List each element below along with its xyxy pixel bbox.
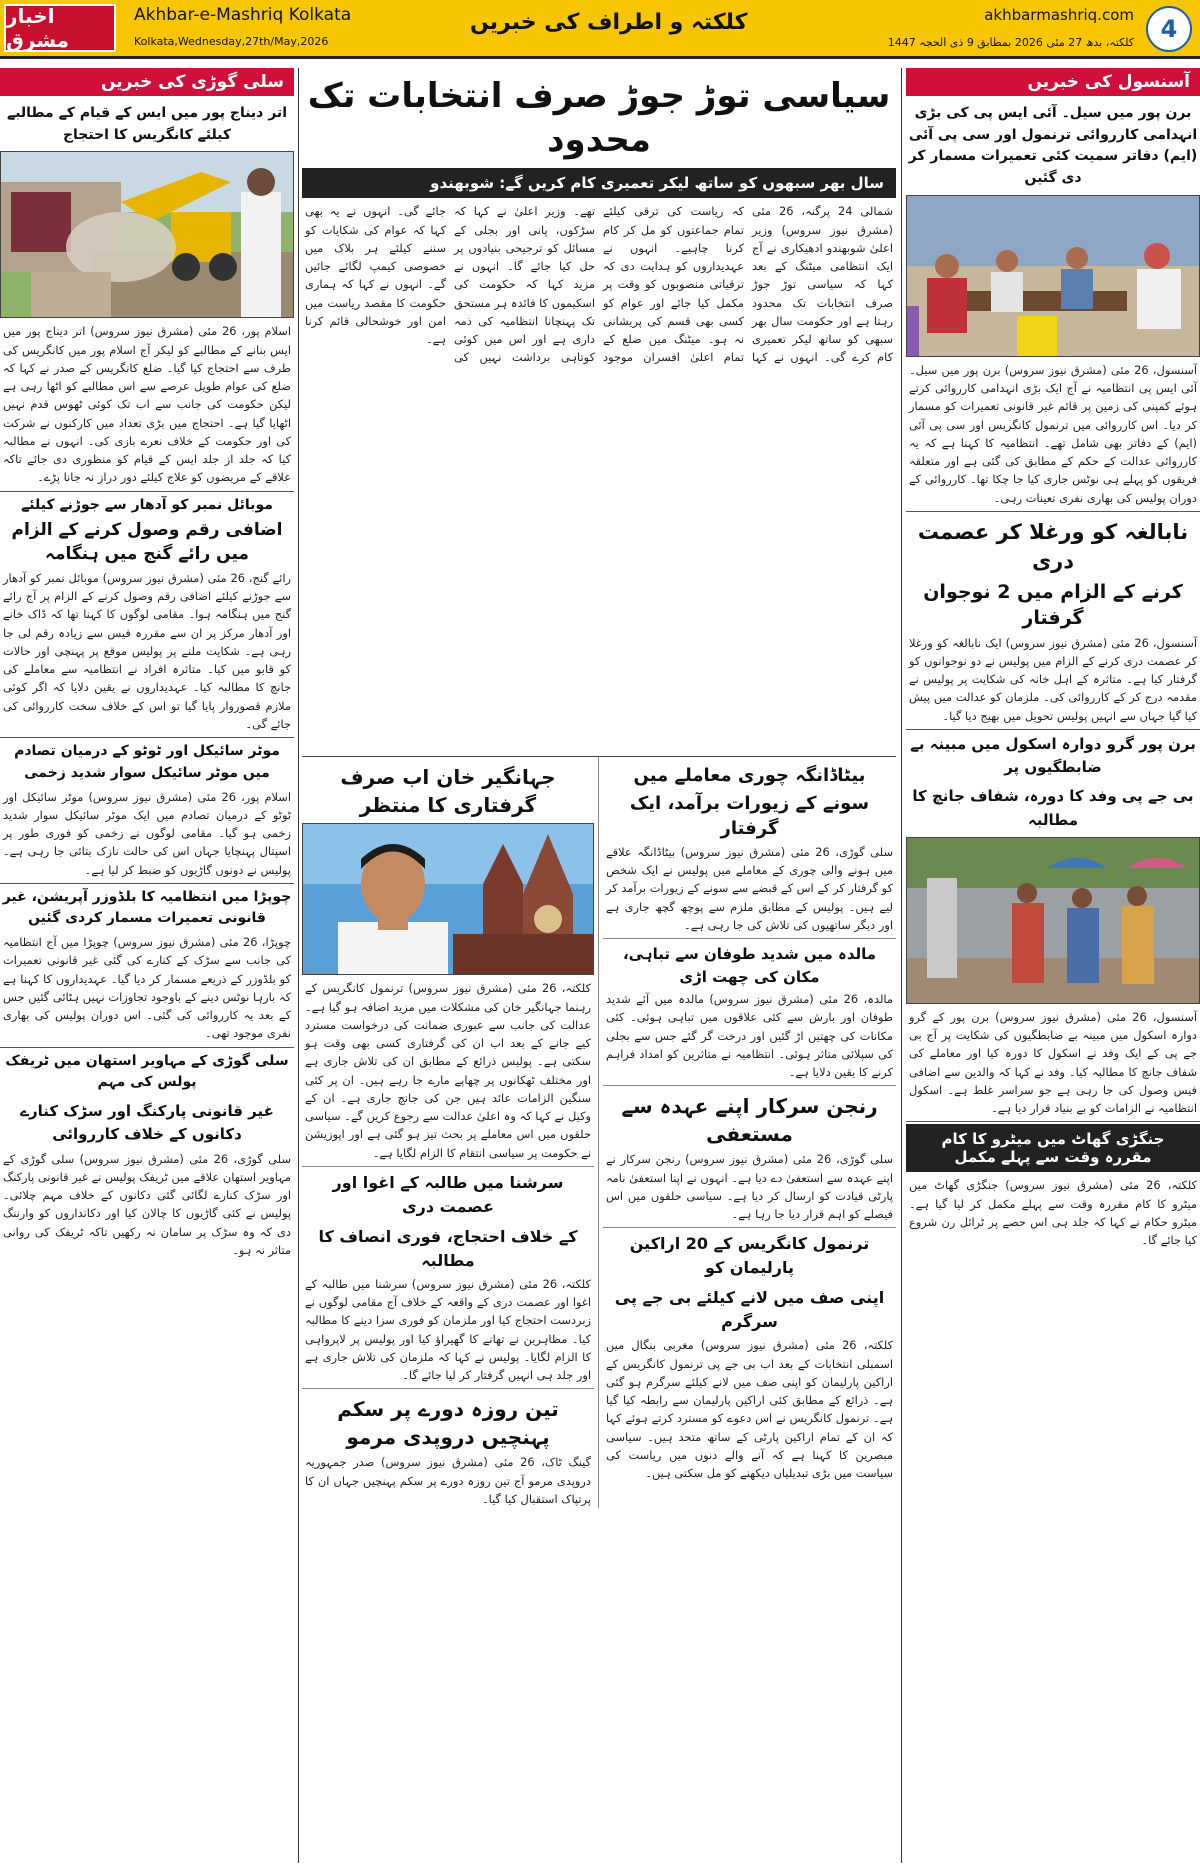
page-tagline: کلکتہ و اطراف کی خبریں <box>470 10 748 35</box>
story-headline: کرنے کے الزام میں 2 نوجوان گرفتار <box>923 580 1183 630</box>
hijri-date: کلکتہ، بدھ 27 مئی 2026 بمطابق 9 ذی الحجہ 1447 <box>887 36 1134 49</box>
main-headline: سیاسی توڑ جوڑ صرف انتخابات تک محدود <box>307 76 891 161</box>
english-date: Kolkata,Wednesday,27th/May,2026 <box>134 35 329 48</box>
story-headline: چوپڑا میں انتظامیہ کا بلڈوزر آپریشن، غیر قانونی تعمیرات مسمار کردی گئیں <box>2 888 292 927</box>
column-divider <box>901 68 902 1863</box>
story-body: کلکتہ، 26 مئی (مشرق نیوز سروس) سرشنا میں طالبہ کے اغوا اور عصمت دری کے واقعہ کے خلاف آج مقامی لوگوں نے زبردست احتجاج کیا اور ملزمان کو فوری سزا دینے کا مطالبہ کیا۔ مظاہرین نے تھانے کا گھیراؤ کیا اور پولیس پر لاپرواہی کا الزام لگایا۔ پولیس نے کہا کہ ملزمان کی تلاش جاری ہے اور جلد ہی انہیں گرفتار کر لیا جائے گا۔ <box>305 1276 591 1383</box>
right-column <box>906 68 1200 1863</box>
portrait-image <box>303 824 594 974</box>
story-headline: بیٹاڈانگہ چوری معاملے میں <box>633 765 866 787</box>
story-headline: بی جے پی وفد کا دورہ، شفاف جانچ کا مطالبہ <box>912 787 1194 829</box>
story-body: سلی گوڑی، 26 مئی (مشرق نیوز سروس) بیٹاڈانگہ علاقے میں ہونے والی چوری کے معاملے میں پولیس نے ایک شخص کو گرفتار کر کے اس کے قبضے سے سونے کے زیورات برآمد کر لیے ہیں۔ پولیس کے مطابق ملزم سے پوچھ گچھ جاری ہے اور دیگر ساتھیوں کی تلاش کی جا رہی ہے۔ <box>606 844 893 932</box>
story-headline: اتر دیناج پور میں ایس کے قیام کے مطالبے کیلئے کانگریس کا احتجاج <box>6 105 287 143</box>
story-headline: سلی گوڑی کے مہاویر استھان میں ٹریفک پولس کی مہم <box>5 1052 289 1091</box>
story-headline: موٹر سائیکل اور ٹوٹو کے درمیان تصادم میں موٹر سائیکل سوار شدید زخمی <box>14 743 280 781</box>
story-headline: موبائل نمبر کو آدھار سے جوڑنے کیلئے <box>21 496 273 513</box>
meeting-image <box>907 196 1200 356</box>
story-body: کلکتہ، 26 مئی (مشرق نیوز سروس) جنگڑی گھاٹ میں میٹرو کا کام مقررہ وقت سے پہلے مکمل کر لیا گیا ہے۔ میٹرو حکام نے کہا کہ جلد ہی اس حصے پر ٹرائل رن شروع کیا جائے گا۔ <box>909 1178 1197 1248</box>
story-headline: غیر قانونی پارکنگ اور سڑک کنارے دکانوں کے خلاف کارروائی <box>20 1102 274 1144</box>
left-column <box>0 68 294 1863</box>
story-headline: ترنمول کانگریس کے 20 اراکین پارلیمان کو <box>603 1227 896 1282</box>
english-name: Akhbar-e-Mashriq Kolkata <box>134 5 352 25</box>
story-headline: رنجن سرکار اپنے عہدہ سے مستعفی <box>603 1085 896 1150</box>
section-title-siliguri: سلی گوڑی کی خبریں <box>0 68 294 96</box>
meeting-photo <box>906 195 1200 357</box>
story-body: سلی گوڑی، 26 مئی (مشرق نیوز سروس) رنجن سرکار نے اپنے عہدہ سے استعفیٰ دے دیا ہے۔ انہوں نے اپنا استعفیٰ نامہ پارٹی قیادت کو ارسال کر دیا ہے۔ سیاسی حلقوں میں اس فیصلے کو اہم قرار دیا جا رہا ہے۔ <box>606 1152 893 1222</box>
story-headline: برن پور گرو دوارہ اسکول میں مبینہ بے ضابطگیوں پر <box>910 734 1196 777</box>
story-body: کلکتہ، 26 مئی (مشرق نیوز سروس) ترنمول کانگریس کے رہنما جہانگیر خان کی مشکلات میں مزید اضافہ ہو گیا ہے۔ عدالت کی جانب سے عبوری ضمانت کی درخواست مسترد کیے جانے کے بعد اب ان کی گرفتاری کسی بھی وقت ہو سکتی ہے۔ پولیس ذرائع کے مطابق ان کی تلاش جاری ہے اور مختلف ٹھکانوں پر چھاپے مارے جا رہے ہیں۔ ان پر کئی سنگین الزامات عائد ہیں جن کی جانچ جاری ہے۔ ان کے وکیل نے کہا کہ وہ اعلیٰ عدالت سے رجوع کریں گے۔ سیاسی حلقوں میں اس معاملے پر بحث تیز ہو گئی ہے اور اپوزیشن نے حکومت پر سیاسی انتقام کا الزام لگایا ہے۔ <box>305 981 591 1160</box>
story-headline: تین روزہ دورے پر سکم پہنچیں دروپدی مرمو <box>302 1388 594 1453</box>
story-headline: جہانگیر خان اب صرف گرفتاری کا منتظر <box>340 765 556 818</box>
story-body: چوپڑا، 26 مئی (مشرق نیوز سروس) چوپڑا میں آج انتظامیہ کی جانب سے سڑک کے کنارے کی گئی غیر قانونی تعمیرات کو بلڈوزر کے ذریعے مسمار کر دیا گیا۔ عہدیداروں کا کہنا ہے کہ بارہا نوٹس دینے کے باوجود تجاوزات نہیں ہٹائی گئیں جس کے بعد یہ کارروائی کی گئی۔ اس دوران پولیس کی بھاری نفری موجود تھی۔ <box>3 935 292 1041</box>
masthead <box>0 0 1200 59</box>
main-story-body: شمالی 24 پرگنہ، 26 مئی (مشرق نیوز سروس) وزیر اعلیٰ شوبھندو ادھیکاری نے آج ایک انتظامی میٹنگ کے بعد کہا کہ سیاسی توڑ جوڑ صرف انتخابات تک محدود رہتا ہے اور حکومت سال بھر سبھی کو ساتھ لیکر تعمیری کام کرے گی۔ انہوں نے کہا کہ ریاست کی ترقی کیلئے تمام جماعتوں کو مل کر کام کرنا چاہیے۔ انہوں نے عہدیداروں کو ہدایت دی کہ ترقیاتی منصوبوں کو وقت پر مکمل کیا جائے اور عوام کو کسی بھی قسم کی پریشانی نہ ہو۔ میٹنگ میں ضلع کے تمام اعلیٰ افسران موجود تھے۔ وزیر اعلیٰ نے کہا کہ سڑکوں، پانی اور بجلی کے مسائل کو ترجیحی بنیادوں پر حل کیا جائے گا۔ انہوں نے مزید کہا کہ حکومت کی اسکیموں کا فائدہ ہر مستحق تک پہنچانا انتظامیہ کی ذمہ داری ہے اور اس میں کوئی کوتاہی برداشت نہیں کی جائے گی۔ انہوں نے یہ بھی کہا کہ عوام کی شکایات کو سننے کیلئے ہر بلاک میں خصوصی کیمپ لگائے جائیں گے۔ انہوں نے کہا کہ ہماری حکومت کا مقصد ریاست میں امن اور خوشحالی قائم کرنا ہے۔ <box>305 204 893 365</box>
story-body: اسلام پور، 26 مئی (مشرق نیوز سروس) اتر دیناج پور میں ایس بنانے کے مطالبے کو لیکر آج اسلام پور میں کانگریس کی طرف سے احتجاج کیا گیا۔ ضلع کانگریس کے صدر نے کہا کہ ضلع کی عوام طویل عرصے سے اس مطالبے کو اٹھا رہی ہے لیکن حکومت کی جانب سے اب تک کوئی ٹھوس قدم نہیں اٹھایا گیا ہے۔ احتجاج میں بڑی تعداد میں کارکنوں نے شرکت کی اور حکومت کے خلاف نعرے بازی کی۔ انہوں نے مطالبہ کیا کہ جلد از جلد ایس کے قیام کو منظوری دی جائے تاکہ علاقے کے مریضوں کو علاج کیلئے دور دراز نہ جانا پڑے۔ <box>3 324 292 485</box>
jahangir-khan-photo <box>302 823 594 975</box>
story-headline: برن پور میں سیل۔ آئی ایس پی کی بڑی انہدامی کارروائی ترنمول اور سی پی آئی (ایم) دفاتر سمیت کئی تعمیرات مسمار کر دی گئیں <box>908 105 1198 187</box>
story-headline: سرشنا میں طالبہ کے اغوا اور عصمت دری <box>302 1166 594 1221</box>
story-body: کلکتہ، 26 مئی (مشرق نیوز سروس) مغربی بنگال میں اسمبلی انتخابات کے بعد اب بی جے پی ترنمول کانگریس کے اراکین پارلیمان کو اپنی صف میں لانے کیلئے سرگرم ہو گئی ہے۔ ذرائع کے مطابق کئی اراکین پارلیمان سے رابطہ کیا گیا ہے۔ ترنمول کانگریس نے اس دعوے کو مسترد کرتے ہوئے کہا کہ ان کے تمام اراکین پارٹی کے ساتھ متحد ہیں۔ سیاسی مبصرین کا کہنا ہے کہ آنے والے دنوں میں ریاست کی سیاست میں بڑی تبدیلیاں دیکھنے کو مل سکتی ہیں۔ <box>606 1338 893 1481</box>
story-headline: کے خلاف احتجاج، فوری انصاف کا مطالبہ <box>318 1226 578 1270</box>
story-headline: اپنی صف میں لانے کیلئے بی جے پی سرگرم <box>614 1288 885 1332</box>
street-protest-photo <box>906 837 1200 1004</box>
story-body: آسنسول، 26 مئی (مشرق نیوز سروس) برن پور میں سیل۔ آئی ایس پی انتظامیہ نے آج ایک بڑی انہدامی کارروائی کرتے ہوئے کمپنی کی زمین پر قائم غیر قانونی تعمیرات کو مسمار کر دیا۔ اس کارروائی میں ترنمول کانگریس اور سی پی آئی (ایم) کے دفاتر بھی شامل تھے۔ انتظامیہ کا کہنا ہے کہ یہ کارروائی عدالت کے حکم کے مطابق کی گئی ہے اور متعلقہ فریقوں کو پہلے ہی نوٹس جاری کیا جا چکا تھا۔ کارروائی کے دوران پولیس کی بھاری نفری تعینات رہی۔ <box>909 362 1198 505</box>
page-number-badge: 4 <box>1146 6 1192 52</box>
story-headline: سونے کے زیورات برآمد، ایک گرفتار <box>629 792 870 839</box>
column-divider <box>298 68 299 1863</box>
story-body: گینگ ٹاک، 26 مئی (مشرق نیوز سروس) صدر جمہوریہ دروپدی مرمو آج تین روزہ دورے پر سکم پہنچیں جہاں ان کا پرتپاک استقبال کیا گیا۔ <box>305 1455 591 1506</box>
bulldozer-photo <box>0 151 294 318</box>
section-title-asansol: آسنسول کی خبریں <box>906 68 1200 96</box>
street-image <box>907 838 1200 1003</box>
bulldozer-image <box>1 152 294 317</box>
story-headline: نابالغہ کو ورغلا کر عصمت دری <box>917 519 1189 574</box>
main-subheadline: سال بھر سبھوں کو ساتھ لیکر تعمیری کام کریں گے: شوبھندو <box>302 168 896 198</box>
story-body: مالدہ، 26 مئی (مشرق نیوز سروس) مالدہ میں آئے شدید طوفان اور بارش سے کئی علاقوں میں تباہی ہوئی۔ کئی مکانات کی چھتیں اڑ گئیں اور درخت گر گئے جس سے بجلی کی سپلائی متاثر ہوئی۔ انتظامیہ نے متاثرین کو امداد فراہم کرنے کا یقین دلایا ہے۔ <box>606 992 893 1080</box>
newspaper-logo: اخبار مشرق <box>4 4 116 52</box>
story-body: سلی گوڑی، 26 مئی (مشرق نیوز سروس) سلی گوڑی کے مہاویر استھان علاقے میں ٹریفک پولیس نے غیر قانونی پارکنگ اور سڑک کنارے لگائی گئی دکانوں کے خلاف مہم چلائی۔ پولیس نے کئی گاڑیوں کا چالان کیا اور دکانداروں کو وارننگ دی کہ وہ سڑک پر سامان نہ رکھیں تاکہ ٹریفک کی روانی متاثر نہ ہو۔ <box>3 1151 291 1257</box>
story-body: رائے گنج، 26 مئی (مشرق نیوز سروس) موبائل نمبر کو آدھار سے جوڑنے کیلئے اضافی رقم وصول کرنے کے الزام پر آج رائے گنج میں ہنگامہ ہوا۔ مقامی لوگوں کا کہنا تھا کہ ڈاک خانے اور آدھار مرکز پر ان سے مقررہ فیس سے زیادہ رقم لی جا رہی ہے۔ شکایت ملنے پر پولیس موقع پر پہنچی اور حالات کو قابو میں کیا۔ متاثرہ افراد نے انتظامیہ سے معاملے کی جانچ کا مطالبہ کیا۔ عہدیداروں نے یقین دلایا کہ اگر کوئی ملازم قصوروار پایا گیا تو اس کے خلاف سخت کارروائی کی جائے گی۔ <box>3 570 292 731</box>
story-headline: اضافی رقم وصول کرنے کے الزام میں رائے گنج میں ہنگامہ <box>11 520 283 565</box>
story-body: آسنسول، 26 مئی (مشرق نیوز سروس) ایک نابالغہ کو ورغلا کر عصمت دری کرنے کے الزام میں پولیس نے دو نوجوانوں کو گرفتار کیا ہے۔ متاثرہ کے اہل خانہ کی شکایت پر پولیس نے مقدمہ درج کر کے کارروائی کی۔ ملزمان کو عدالت میں پیش کیا گیا جہاں سے انہیں پولیس تحویل میں بھیج دیا گیا۔ <box>909 635 1198 723</box>
middle-column <box>302 68 896 1863</box>
story-body: اسلام پور، 26 مئی (مشرق نیوز سروس) موٹر سائیکل اور ٹوٹو کے درمیان تصادم میں ایک موٹر سائیکل سوار شدید زخمی ہو گیا۔ مقامی لوگوں نے زخمی کو فوری طور پر اسپتال پہنچایا جہاں اس کی حالت نازک بتائی جا رہی ہے۔ پولیس نے دونوں گاڑیوں کو ضبط کر لیا ہے۔ <box>3 789 292 877</box>
story-body: آسنسول، 26 مئی (مشرق نیوز سروس) برن پور کے گرو دوارہ اسکول میں مبینہ بے ضابطگیوں کی شکایت پر آج بی جے پی کے ایک وفد نے اسکول کا دورہ کیا اور معاملے کی شفاف جانچ کا مطالبہ کیا۔ وفد نے کہا کہ والدین سے اضافی فیس وصول کی جا رہی ہے جو سراسر غلط ہے۔ اسکول انتظامیہ نے الزامات کو بے بنیاد قرار دیا ہے۔ <box>909 1009 1198 1116</box>
story-headline: مالدہ میں شدید طوفان سے تباہی، مکان کی چھت اڑی <box>603 938 896 990</box>
story-headline: جنگڑی گھاٹ میں میٹرو کا کام مقررہ وقت سے پہلے مکمل <box>906 1124 1200 1172</box>
website-link[interactable]: akhbarmashriq.com <box>984 6 1134 24</box>
